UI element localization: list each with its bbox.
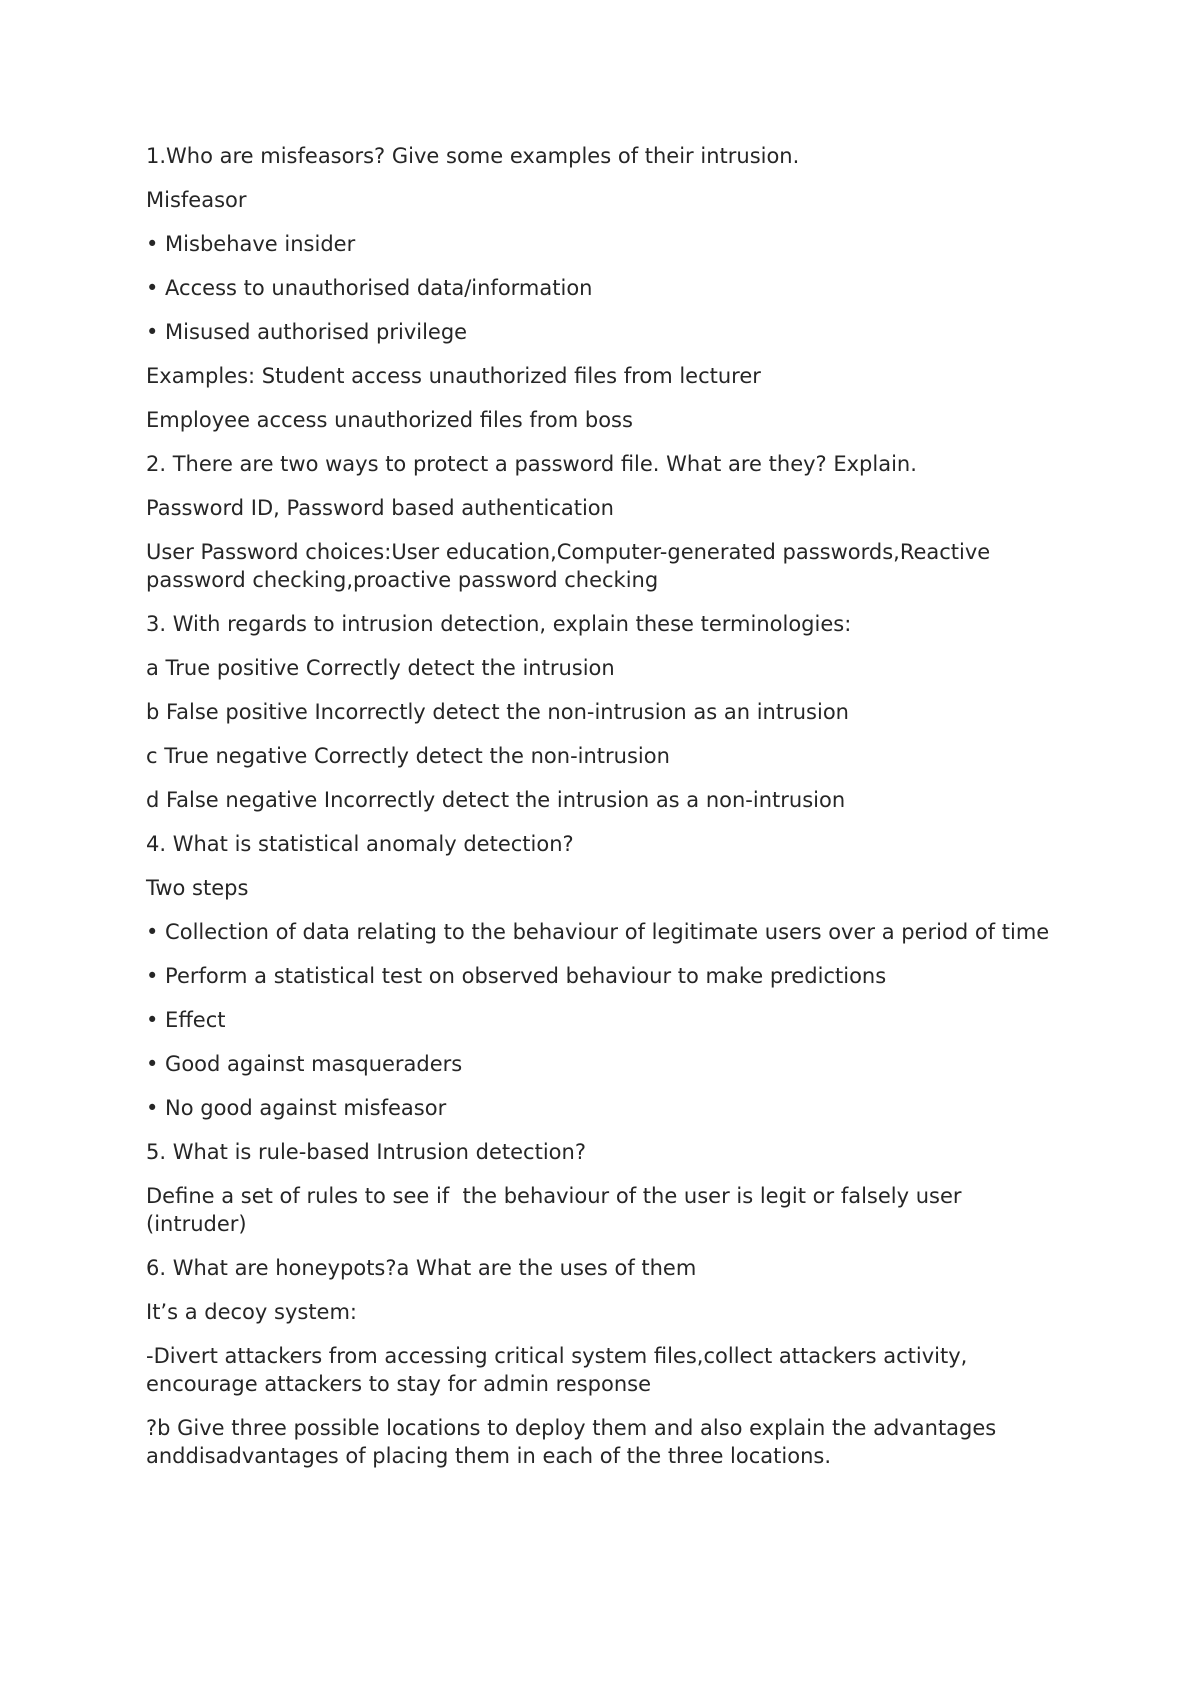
question-4: 4. What is statistical anomaly detection? bbox=[146, 832, 574, 856]
answer-text: Password ID, Password based authentication bbox=[146, 496, 614, 520]
question-2: 2. There are two ways to protect a password file. What are they? Explain. bbox=[146, 452, 917, 476]
answer-text: -Divert attackers from accessing critical system files,collect attackers activity, encourage attackers to stay for admin response bbox=[146, 1344, 975, 1396]
answer-text: d False negative Incorrectly detect the intrusion as a non-intrusion bbox=[146, 788, 846, 812]
answer-text: Examples: Student access unauthorized files from lecturer bbox=[146, 364, 761, 388]
answer-text: User Password choices:User education,Computer-generated passwords,Reactive password checking,proactive password checking bbox=[146, 540, 997, 592]
answer-text: Two steps bbox=[146, 876, 249, 900]
answer-heading-misfeasor: Misfeasor bbox=[146, 188, 247, 212]
question-6: 6. What are honeypots?a What are the uses of them bbox=[146, 1256, 697, 1280]
answer-text: It’s a decoy system: bbox=[146, 1300, 358, 1324]
answer-text: b False positive Incorrectly detect the non-intrusion as an intrusion bbox=[146, 700, 849, 724]
question-6b: ?b Give three possible locations to deploy them and also explain the advantages anddisadvantages of placing them in each of the three locations. bbox=[146, 1416, 1003, 1468]
bullet-item: • Good against masqueraders bbox=[146, 1052, 463, 1076]
question-1: 1.Who are misfeasors? Give some examples of their intrusion. bbox=[146, 144, 800, 168]
question-5: 5. What is rule-based Intrusion detection? bbox=[146, 1140, 586, 1164]
answer-text: a True positive Correctly detect the intrusion bbox=[146, 656, 615, 680]
question-3: 3. With regards to intrusion detection, explain these terminologies: bbox=[146, 612, 852, 636]
bullet-item: • Effect bbox=[146, 1008, 226, 1032]
bullet-item: • Access to unauthorised data/information bbox=[146, 276, 593, 300]
bullet-item: • No good against misfeasor bbox=[146, 1096, 447, 1120]
bullet-item: • Perform a statistical test on observed behaviour to make predictions bbox=[146, 964, 887, 988]
bullet-item: • Misused authorised privilege bbox=[146, 320, 468, 344]
bullet-item: • Collection of data relating to the behaviour of legitimate users over a period of time bbox=[146, 920, 1050, 944]
answer-text: Employee access unauthorized files from boss bbox=[146, 408, 633, 432]
document-body bbox=[146, 142, 1066, 1486]
bullet-item: • Misbehave insider bbox=[146, 232, 356, 256]
answer-text: Define a set of rules to see if the behaviour of the user is legit or falsely user (intruder) bbox=[146, 1184, 969, 1236]
answer-text: c True negative Correctly detect the non-intrusion bbox=[146, 744, 670, 768]
